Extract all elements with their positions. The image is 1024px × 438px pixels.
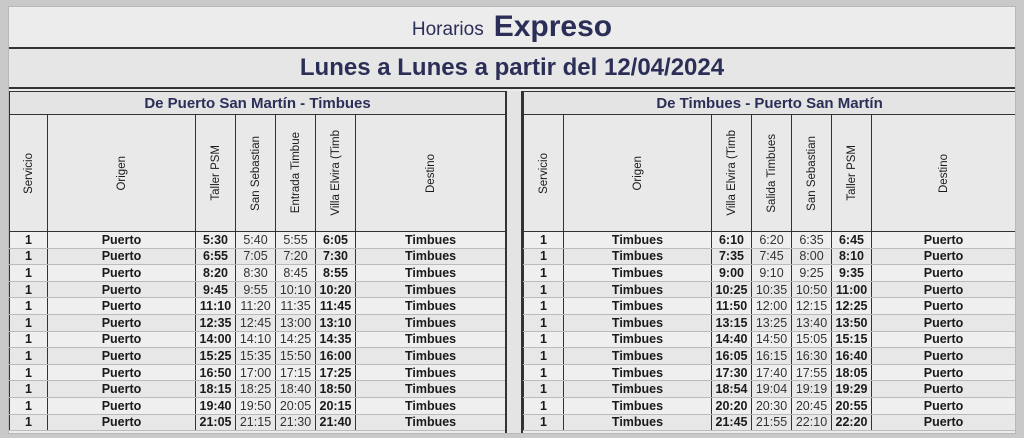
table-cell: 1 xyxy=(524,265,564,282)
table-cell: Timbues xyxy=(564,348,712,365)
column-header-label: Origen xyxy=(631,155,644,191)
table-cell: 19:40 xyxy=(196,397,236,414)
table-row xyxy=(10,248,506,265)
table-cell: 21:55 xyxy=(752,414,792,431)
table-cell: 11:20 xyxy=(236,298,276,315)
table-cell: 1 xyxy=(10,248,48,265)
table-cell: 11:00 xyxy=(832,281,872,298)
table-cell: Puerto xyxy=(872,397,1016,414)
table-row xyxy=(10,381,506,398)
column-header xyxy=(564,115,712,232)
table-cell: 1 xyxy=(10,265,48,282)
table-cell: Puerto xyxy=(872,248,1016,265)
column-header-label: San Sebastian xyxy=(249,135,262,211)
table-cell: 14:25 xyxy=(276,331,316,348)
column-header xyxy=(872,115,1016,232)
table-cell: 1 xyxy=(524,414,564,431)
table-cell: 1 xyxy=(524,381,564,398)
column-header xyxy=(752,115,792,232)
schedule-sheet xyxy=(8,6,1016,434)
table-cell: 1 xyxy=(524,314,564,331)
table-cell: Puerto xyxy=(872,281,1016,298)
table-cell: 9:45 xyxy=(196,281,236,298)
table-cell: 8:45 xyxy=(276,265,316,282)
page-title xyxy=(9,7,1015,49)
table-cell: Puerto xyxy=(872,298,1016,315)
table-cell: Timbues xyxy=(356,364,506,381)
table-cell: 10:25 xyxy=(712,281,752,298)
table-cell: 13:15 xyxy=(712,314,752,331)
column-header xyxy=(712,115,752,232)
table-cell: 10:35 xyxy=(752,281,792,298)
table-cell: 21:15 xyxy=(236,414,276,431)
table-cell: 13:00 xyxy=(276,314,316,331)
table-cell: 17:30 xyxy=(712,364,752,381)
table-row xyxy=(10,281,506,298)
table-cell: 14:10 xyxy=(236,331,276,348)
table-cell: 1 xyxy=(524,281,564,298)
table-cell: 16:00 xyxy=(316,348,356,365)
column-header-label: Destino xyxy=(937,153,950,193)
rows-left xyxy=(10,232,506,431)
table-cell: 11:35 xyxy=(276,298,316,315)
table-cell: Timbues xyxy=(356,397,506,414)
table-cell: 17:25 xyxy=(316,364,356,381)
table-cell: 8:30 xyxy=(236,265,276,282)
table-cell: 7:20 xyxy=(276,248,316,265)
table-cell: 20:05 xyxy=(276,397,316,414)
table-cell: Puerto xyxy=(48,314,196,331)
table-cell: 1 xyxy=(10,281,48,298)
column-header xyxy=(48,115,196,232)
table-cell: Puerto xyxy=(48,232,196,249)
column-header-label: Servicio xyxy=(537,152,550,194)
table-row xyxy=(524,397,1016,414)
table-row xyxy=(524,265,1016,282)
table-cell: 18:50 xyxy=(316,381,356,398)
table-cell: Puerto xyxy=(48,414,196,431)
column-header xyxy=(524,115,564,232)
table-cell: 18:15 xyxy=(196,381,236,398)
table-cell: Puerto xyxy=(48,265,196,282)
table-cell: 9:00 xyxy=(712,265,752,282)
table-cell: Timbues xyxy=(564,397,712,414)
table-row xyxy=(10,265,506,282)
table-cell: 21:45 xyxy=(712,414,752,431)
table-cell: 13:25 xyxy=(752,314,792,331)
table-cell: 6:55 xyxy=(196,248,236,265)
table-cell: Timbues xyxy=(356,265,506,282)
table-cell: Timbues xyxy=(564,281,712,298)
column-header-label: Villa Elvira (Timb xyxy=(329,130,342,216)
column-header xyxy=(196,115,236,232)
table-cell: Timbues xyxy=(356,232,506,249)
table-cell: Timbues xyxy=(356,414,506,431)
column-header xyxy=(236,115,276,232)
table-cell: 5:30 xyxy=(196,232,236,249)
table-row xyxy=(10,331,506,348)
table-cell: Timbues xyxy=(564,331,712,348)
table-cell: Timbues xyxy=(564,265,712,282)
table-cell: Timbues xyxy=(564,298,712,315)
table-cell: Puerto xyxy=(48,331,196,348)
table-cell: 18:40 xyxy=(276,381,316,398)
table-cell: 1 xyxy=(10,298,48,315)
table-cell: 16:30 xyxy=(792,348,832,365)
table-cell: 6:10 xyxy=(712,232,752,249)
table-cell: 13:50 xyxy=(832,314,872,331)
table-cell: 17:40 xyxy=(752,364,792,381)
column-header-label: Origen xyxy=(115,155,128,191)
table-cell: Puerto xyxy=(872,331,1016,348)
column-header xyxy=(356,115,506,232)
table-cell: 18:25 xyxy=(236,381,276,398)
table-cell: 1 xyxy=(10,364,48,381)
table-cell: 17:15 xyxy=(276,364,316,381)
table-cell: 7:30 xyxy=(316,248,356,265)
column-header-label: Destino xyxy=(424,153,437,193)
direction-header-right: De Timbues - Puerto San Martín xyxy=(524,92,1016,115)
table-cell: 10:50 xyxy=(792,281,832,298)
table-cell: 6:45 xyxy=(832,232,872,249)
table-cell: 7:45 xyxy=(752,248,792,265)
table-cell: Puerto xyxy=(872,265,1016,282)
table-cell: 14:40 xyxy=(712,331,752,348)
table-cell: 1 xyxy=(524,232,564,249)
table-cell: 12:00 xyxy=(752,298,792,315)
table-cell: 1 xyxy=(10,414,48,431)
table-cell: Puerto xyxy=(872,232,1016,249)
table-cell: 8:20 xyxy=(196,265,236,282)
table-cell: 16:40 xyxy=(832,348,872,365)
table-cell: 11:50 xyxy=(712,298,752,315)
table-timbues-to-puerto xyxy=(523,91,1016,431)
column-header-label: Taller PSM xyxy=(209,145,222,201)
table-cell: 13:40 xyxy=(792,314,832,331)
table-row xyxy=(524,248,1016,265)
table-cell: 20:30 xyxy=(752,397,792,414)
table-cell: Timbues xyxy=(356,348,506,365)
table-cell: 1 xyxy=(10,381,48,398)
table-row xyxy=(10,232,506,249)
table-cell: Timbues xyxy=(356,331,506,348)
column-header xyxy=(276,115,316,232)
table-cell: Puerto xyxy=(48,348,196,365)
table-cell: Timbues xyxy=(356,281,506,298)
table-cell: 19:29 xyxy=(832,381,872,398)
table-puerto-to-timbues xyxy=(9,91,506,431)
table-cell: 21:30 xyxy=(276,414,316,431)
table-row xyxy=(524,414,1016,431)
table-cell: 1 xyxy=(524,248,564,265)
table-cell: 1 xyxy=(524,331,564,348)
table-cell: 1 xyxy=(524,364,564,381)
table-cell: Puerto xyxy=(48,364,196,381)
table-cell: 19:04 xyxy=(752,381,792,398)
table-cell: Timbues xyxy=(564,248,712,265)
column-header-label: Entrada Timbue xyxy=(289,132,302,214)
table-cell: 21:05 xyxy=(196,414,236,431)
table-cell: 11:10 xyxy=(196,298,236,315)
table-cell: 6:05 xyxy=(316,232,356,249)
column-header xyxy=(316,115,356,232)
table-cell: 15:05 xyxy=(792,331,832,348)
table-cell: 8:55 xyxy=(316,265,356,282)
table-cell: 6:35 xyxy=(792,232,832,249)
column-header-label: Villa Elvira (Timb xyxy=(725,130,738,216)
table-cell: 18:54 xyxy=(712,381,752,398)
title-horarios: Horarios xyxy=(411,19,484,40)
table-cell: 14:00 xyxy=(196,331,236,348)
table-cell: Puerto xyxy=(48,248,196,265)
table-row xyxy=(524,331,1016,348)
table-divider xyxy=(505,91,523,433)
table-cell: 12:15 xyxy=(792,298,832,315)
table-cell: 17:55 xyxy=(792,364,832,381)
table-cell: 22:10 xyxy=(792,414,832,431)
table-row xyxy=(10,414,506,431)
direction-header-left: De Puerto San Martín - Timbues xyxy=(10,92,506,115)
table-cell: Timbues xyxy=(564,381,712,398)
table-row xyxy=(524,381,1016,398)
table-row xyxy=(524,298,1016,315)
table-row xyxy=(524,232,1016,249)
table-row xyxy=(10,364,506,381)
table-cell: Puerto xyxy=(48,281,196,298)
table-cell: Puerto xyxy=(872,381,1016,398)
column-header-label: Taller PSM xyxy=(845,145,858,201)
column-header-label: Servicio xyxy=(22,152,35,194)
table-cell: 7:05 xyxy=(236,248,276,265)
table-cell: 9:35 xyxy=(832,265,872,282)
table-cell: 18:05 xyxy=(832,364,872,381)
table-row xyxy=(10,397,506,414)
table-cell: 15:35 xyxy=(236,348,276,365)
table-cell: 19:50 xyxy=(236,397,276,414)
table-cell: 11:45 xyxy=(316,298,356,315)
table-cell: 14:35 xyxy=(316,331,356,348)
table-cell: Timbues xyxy=(564,232,712,249)
table-row xyxy=(524,348,1016,365)
table-cell: Timbues xyxy=(356,248,506,265)
table-cell: Puerto xyxy=(872,314,1016,331)
table-row xyxy=(10,314,506,331)
column-header xyxy=(792,115,832,232)
page-subtitle: Lunes a Lunes a partir del 12/04/2024 xyxy=(9,49,1015,89)
schedule-tables xyxy=(9,91,1015,433)
table-cell: 16:50 xyxy=(196,364,236,381)
table-row xyxy=(524,314,1016,331)
table-cell: 20:20 xyxy=(712,397,752,414)
table-cell: 9:10 xyxy=(752,265,792,282)
table-row xyxy=(10,348,506,365)
column-header-label: Salida Timbues xyxy=(765,133,778,213)
table-cell: 1 xyxy=(524,397,564,414)
table-cell: 8:00 xyxy=(792,248,832,265)
table-cell: 12:45 xyxy=(236,314,276,331)
table-cell: Timbues xyxy=(564,364,712,381)
table-cell: 1 xyxy=(10,314,48,331)
table-cell: 1 xyxy=(524,348,564,365)
rows-right xyxy=(524,232,1016,431)
table-cell: Timbues xyxy=(564,414,712,431)
table-cell: 15:50 xyxy=(276,348,316,365)
title-expreso: Expreso xyxy=(493,10,613,43)
table-row xyxy=(524,281,1016,298)
table-cell: Timbues xyxy=(356,298,506,315)
table-cell: 13:10 xyxy=(316,314,356,331)
table-row xyxy=(10,298,506,315)
table-cell: 10:20 xyxy=(316,281,356,298)
table-cell: 7:35 xyxy=(712,248,752,265)
table-cell: 12:35 xyxy=(196,314,236,331)
table-cell: Puerto xyxy=(872,348,1016,365)
table-row xyxy=(524,364,1016,381)
table-cell: 9:25 xyxy=(792,265,832,282)
table-cell: 8:10 xyxy=(832,248,872,265)
table-cell: 1 xyxy=(10,232,48,249)
table-cell: 20:55 xyxy=(832,397,872,414)
table-cell: Puerto xyxy=(48,397,196,414)
table-cell: 20:15 xyxy=(316,397,356,414)
table-cell: Puerto xyxy=(48,298,196,315)
table-cell: Puerto xyxy=(48,381,196,398)
table-cell: 15:15 xyxy=(832,331,872,348)
column-header-label: San Sebastian xyxy=(805,135,818,211)
table-cell: 1 xyxy=(10,331,48,348)
table-cell: 12:25 xyxy=(832,298,872,315)
table-cell: 5:55 xyxy=(276,232,316,249)
column-header xyxy=(832,115,872,232)
table-cell: 9:55 xyxy=(236,281,276,298)
table-cell: Timbues xyxy=(356,314,506,331)
table-cell: Timbues xyxy=(356,381,506,398)
table-cell: 16:05 xyxy=(712,348,752,365)
table-cell: 16:15 xyxy=(752,348,792,365)
column-header-row-right xyxy=(524,115,1016,232)
table-cell: 21:40 xyxy=(316,414,356,431)
table-cell: 1 xyxy=(10,397,48,414)
table-cell: 1 xyxy=(10,348,48,365)
column-header xyxy=(10,115,48,232)
table-cell: 6:20 xyxy=(752,232,792,249)
column-header-row-left xyxy=(10,115,506,232)
table-cell: 22:20 xyxy=(832,414,872,431)
table-cell: 1 xyxy=(524,298,564,315)
table-cell: 19:19 xyxy=(792,381,832,398)
table-cell: 14:50 xyxy=(752,331,792,348)
table-cell: Puerto xyxy=(872,364,1016,381)
table-cell: 17:00 xyxy=(236,364,276,381)
table-cell: 20:45 xyxy=(792,397,832,414)
table-cell: 15:25 xyxy=(196,348,236,365)
table-cell: 5:40 xyxy=(236,232,276,249)
table-cell: Puerto xyxy=(872,414,1016,431)
table-cell: Timbues xyxy=(564,314,712,331)
table-cell: 10:10 xyxy=(276,281,316,298)
